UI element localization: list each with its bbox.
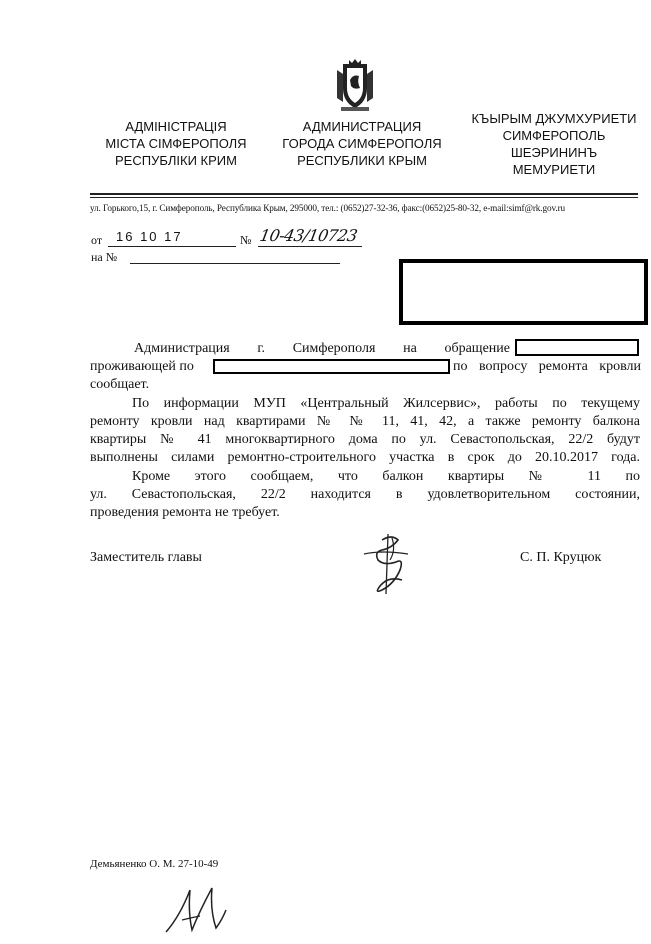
org-name-ukrainian: [96, 118, 256, 169]
org-ru-line: РЕСПУБЛИКИ КРЫМ: [297, 153, 427, 168]
text-line: По информации МУП «Центральный Жилсервис», работы по текущему: [132, 396, 640, 411]
date-line: [108, 246, 236, 247]
org-crh-line: МЕМУРИЕТИ: [512, 162, 596, 177]
text-line: сообщает.: [90, 377, 150, 392]
org-crh-line: КЪЫРЫМ ДЖУМХУРИЕТИ: [471, 111, 637, 126]
signer-title: Заместитель главы: [90, 550, 202, 565]
text-line: ул. Севастопольская, 22/2 находится в удовлетворительном состоянии,: [90, 487, 640, 502]
crimea-coat-of-arms-icon: [329, 58, 381, 114]
paragraph-2: [90, 395, 640, 467]
number-line: [258, 246, 362, 247]
reply-to-line: [130, 263, 340, 264]
org-uk-line: РЕСПУБЛІКИ КРИМ: [115, 153, 237, 168]
org-uk-line: АДМІНІСТРАЦІЯ: [125, 119, 227, 134]
text-line: Администрация г. Симферополя на обращение: [134, 341, 510, 356]
org-name-crimean-tatar: [468, 110, 640, 178]
text-line: проживающей по: [90, 359, 194, 374]
text-line: квартиры № 41 многоквартирного дома по ул. Севастопольская, 22/2 будут: [90, 432, 640, 447]
text-line: по вопросу ремонта кровли: [453, 359, 641, 374]
redacted-address: [213, 359, 450, 374]
redacted-name: [515, 339, 639, 356]
redacted-addressee: [399, 259, 648, 325]
number-label: №: [240, 233, 252, 247]
org-uk-line: МІСТА СІМФЕРОПОЛЯ: [105, 136, 247, 151]
org-crh-line: ШЕЭРИНИНЪ: [510, 145, 598, 160]
date-label: от: [91, 233, 103, 247]
handwritten-initials-icon: [160, 880, 230, 938]
handwritten-signature-icon: [352, 530, 424, 602]
org-address: ул. Горького,15, г. Симферополь, Республика Крым, 295000, тел.: (0652)27-32-36, факс:(0652)25-80-32, e-mail:simf@rk.gov.ru: [90, 203, 566, 213]
paragraph-1: [90, 340, 510, 358]
org-crh-line: СИМФЕРОПОЛЬ: [502, 128, 606, 143]
text-line: ремонту кровли над квартирами № № 11, 41, 42, а также ремонту балкона: [90, 414, 640, 429]
text-line: выполнены силами ремонтно-строительного участка в срок до 20.10.2017 года.: [90, 450, 640, 465]
paragraph-1-part: [90, 358, 212, 376]
reply-to-label: на №: [91, 250, 118, 264]
executor-contact: Демьяненко О. М. 27-10-49: [90, 858, 219, 870]
letter-date: 16 10 17: [116, 229, 183, 244]
org-ru-line: ГОРОДА СИМФЕРОПОЛЯ: [282, 136, 442, 151]
text-line: Кроме этого сообщаем, что балкон квартиры № 11 по: [132, 469, 640, 484]
signer-name: С. П. Круцюк: [520, 550, 602, 565]
paragraph-3: [90, 468, 640, 522]
text-line: проведения ремонта не требует.: [90, 505, 280, 520]
org-ru-line: АДМИНИСТРАЦИЯ: [302, 119, 422, 134]
org-name-russian: [272, 118, 452, 169]
paragraph-1-part: [453, 358, 641, 376]
letter-number: 10-43/10723: [258, 226, 359, 245]
header-divider: [90, 193, 638, 195]
paragraph-1-end: [90, 376, 149, 394]
header-divider-thin: [90, 197, 638, 198]
